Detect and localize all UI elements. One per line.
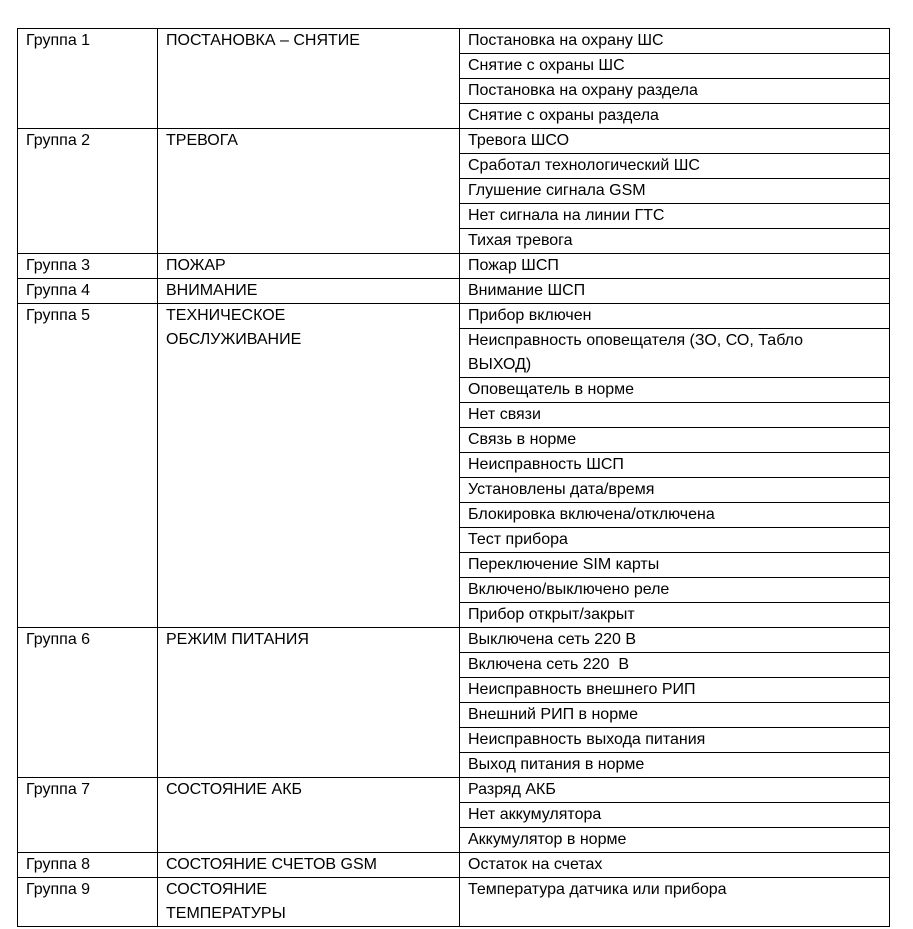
event-cell: Снятие с охраны раздела <box>460 104 890 129</box>
event-cell: Температура датчика или прибора <box>460 878 890 927</box>
event-cell: Пожар ШСП <box>460 254 890 279</box>
group-id-cell: Группа 8 <box>18 853 158 878</box>
event-cell: Блокировка включена/отключена <box>460 503 890 528</box>
event-cell: Остаток на счетах <box>460 853 890 878</box>
event-cell: Неисправность ШСП <box>460 453 890 478</box>
event-cell: Снятие с охраны ШС <box>460 54 890 79</box>
event-cell: Разряд АКБ <box>460 778 890 803</box>
event-cell: Включено/выключено реле <box>460 578 890 603</box>
table-row <box>18 29 890 54</box>
event-cell: Нет связи <box>460 403 890 428</box>
event-cell: Постановка на охрану ШС <box>460 29 890 54</box>
event-cell: Тест прибора <box>460 528 890 553</box>
event-groups-table <box>17 28 890 927</box>
event-cell: Внешний РИП в норме <box>460 703 890 728</box>
event-groups-body <box>18 29 890 927</box>
event-cell: Глушение сигнала GSM <box>460 179 890 204</box>
group-category-cell: РЕЖИМ ПИТАНИЯ <box>158 628 460 778</box>
event-cell: Постановка на охрану раздела <box>460 79 890 104</box>
group-category-cell: ПОЖАР <box>158 254 460 279</box>
group-category-cell: ТЕХНИЧЕСКОЕ ОБСЛУЖИВАНИЕ <box>158 304 460 628</box>
group-id-cell: Группа 2 <box>18 129 158 254</box>
table-row <box>18 129 890 154</box>
group-category-cell: СОСТОЯНИЕ АКБ <box>158 778 460 853</box>
event-cell: Нет аккумулятора <box>460 803 890 828</box>
event-cell: Тревога ШСО <box>460 129 890 154</box>
table-row <box>18 853 890 878</box>
event-cell: Нет сигнала на линии ГТС <box>460 204 890 229</box>
group-id-cell: Группа 6 <box>18 628 158 778</box>
group-id-cell: Группа 4 <box>18 279 158 304</box>
event-cell: Неисправность оповещателя (ЗО, СО, Табло ВЫХОД) <box>460 329 890 378</box>
event-cell: Тихая тревога <box>460 229 890 254</box>
table-row <box>18 628 890 653</box>
table-row <box>18 254 890 279</box>
event-cell: Оповещатель в норме <box>460 378 890 403</box>
group-category-cell: СОСТОЯНИЕ ТЕМПЕРАТУРЫ <box>158 878 460 927</box>
group-category-cell: ВНИМАНИЕ <box>158 279 460 304</box>
event-cell: Сработал технологический ШС <box>460 154 890 179</box>
event-cell: Прибор открыт/закрыт <box>460 603 890 628</box>
group-category-cell: ПОСТАНОВКА – СНЯТИЕ <box>158 29 460 129</box>
group-id-cell: Группа 7 <box>18 778 158 853</box>
event-cell: Связь в норме <box>460 428 890 453</box>
group-category-cell: ТРЕВОГА <box>158 129 460 254</box>
table-row <box>18 279 890 304</box>
table-row <box>18 878 890 927</box>
group-id-cell: Группа 3 <box>18 254 158 279</box>
event-cell: Переключение SIM карты <box>460 553 890 578</box>
table-row <box>18 778 890 803</box>
group-id-cell: Группа 9 <box>18 878 158 927</box>
event-cell: Выход питания в норме <box>460 753 890 778</box>
event-cell: Неисправность выхода питания <box>460 728 890 753</box>
group-id-cell: Группа 5 <box>18 304 158 628</box>
event-cell: Внимание ШСП <box>460 279 890 304</box>
group-category-cell: СОСТОЯНИЕ СЧЕТОВ GSM <box>158 853 460 878</box>
event-cell: Прибор включен <box>460 304 890 329</box>
event-cell: Аккумулятор в норме <box>460 828 890 853</box>
event-cell: Неисправность внешнего РИП <box>460 678 890 703</box>
table-row <box>18 304 890 329</box>
event-cell: Выключена сеть 220 В <box>460 628 890 653</box>
group-id-cell: Группа 1 <box>18 29 158 129</box>
event-cell: Включена сеть 220 В <box>460 653 890 678</box>
event-cell: Установлены дата/время <box>460 478 890 503</box>
